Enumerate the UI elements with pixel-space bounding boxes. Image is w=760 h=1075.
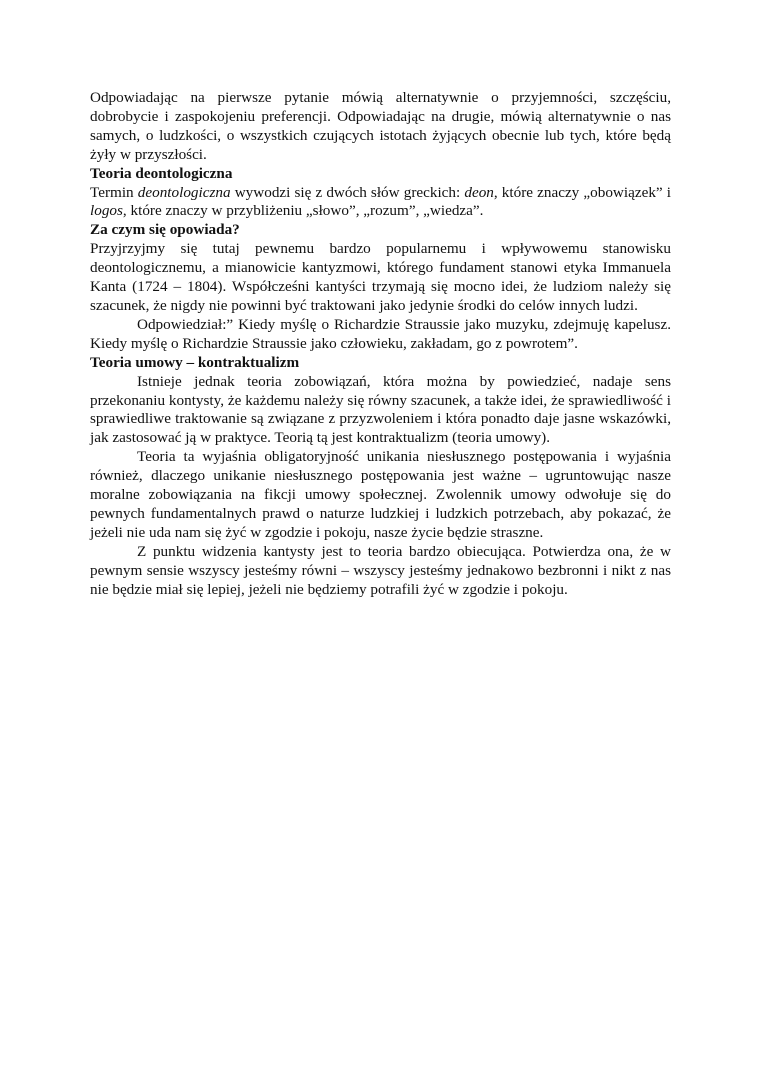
heading-what-it-advocates: Za czym się opowiada?	[90, 221, 240, 239]
text-span: , które znaczy w przybliżeniu „słowo”, „rozum”, „wiedza”.	[122, 202, 484, 220]
heading-deontological-theory: Teoria deontologiczna	[90, 164, 233, 182]
term-deon: deon	[464, 183, 494, 201]
text-span: wywodzi się z dwóch słów greckich:	[230, 183, 465, 201]
text-span: , które znaczy „obowiązek” i	[493, 183, 671, 201]
term-deontologiczna: deontologiczna	[137, 183, 231, 201]
text-span: Termin	[90, 183, 138, 201]
deontology-definition-paragraph	[90, 184, 671, 222]
heading-contract-theory: Teoria umowy – kontraktualizm	[90, 353, 300, 371]
contractualism-explanation-paragraph: Teoria ta wyjaśnia obligatoryjność unikania niesłusznego postępowania i wyjaśnia również, dlaczego unikanie niesłusznego postępowania jest ważne – ugruntowując nasze moralne zobowiązania na fikcji umowy społecznej. Zwolennik umowy odwołuje się do pewnych fundamentalnych prawd o naturze ludzkiej i ludzkich potrzebach, aby pokazać, że jeżeli nie uda nam się żyć w zgodzie i pokoju, nasze życie będzie straszne.	[90, 448, 671, 541]
document-page	[90, 89, 671, 599]
term-logos: logos	[90, 202, 123, 220]
strauss-quote-paragraph: Odpowiedział:” Kiedy myślę o Richardzie Straussie jako muzyku, zdejmuję kapelusz. Kiedy myślę o Richardzie Straussie jako człowieku, zakładam, go z powrotem”.	[90, 315, 671, 352]
kantian-view-paragraph: Z punktu widzenia kantysty jest to teoria bardzo obiecująca. Potwierdza ona, że w pewnym sensie wszyscy jesteśmy równi – wszyscy jesteśmy jednakowo bezbronni i nikt z nas nie będzie miał się lepiej, jeżeli nie będziemy potrafili żyć w zgodzie i pokoju.	[90, 542, 671, 598]
contractualism-intro-paragraph: Istnieje jednak teoria zobowiązań, która można by powiedzieć, nadaje sens przekonaniu kontysty, że każdemu należy się równy szacunek, a także idei, że sprawiedliwość i sprawiedliwe traktowanie są związane z przyzwoleniem i która ponadto daje jasne wskazówki, jak zastosować ją w praktyce. Teorią tą jest kontraktualizm (teoria umowy).	[90, 372, 671, 447]
kantianism-paragraph: Przyjrzyjmy się tutaj pewnemu bardzo popularnemu i wpływowemu stanowisku deontologicznemu, a mianowicie kantyzmowi, którego fundament stanowi etyka Immanuela Kanta (1724 – 1804). Współcześni kantyści trzymają się mocno idei, że ludziom należy się szacunek, że nigdy nie powinni być traktowani jako jedynie środki do celów innych ludzi.	[90, 240, 671, 314]
intro-paragraph: Odpowiadając na pierwsze pytanie mówią alternatywnie o przyjemności, szczęściu, dobrobycie i zaspokojeniu preferencji. Odpowiadając na drugie, mówią alternatywnie o nas samych, o ludzkości, o wszystkich czujących istotach żyjących obecnie lub tych, które będą żyły w przyszłości.	[90, 89, 671, 163]
